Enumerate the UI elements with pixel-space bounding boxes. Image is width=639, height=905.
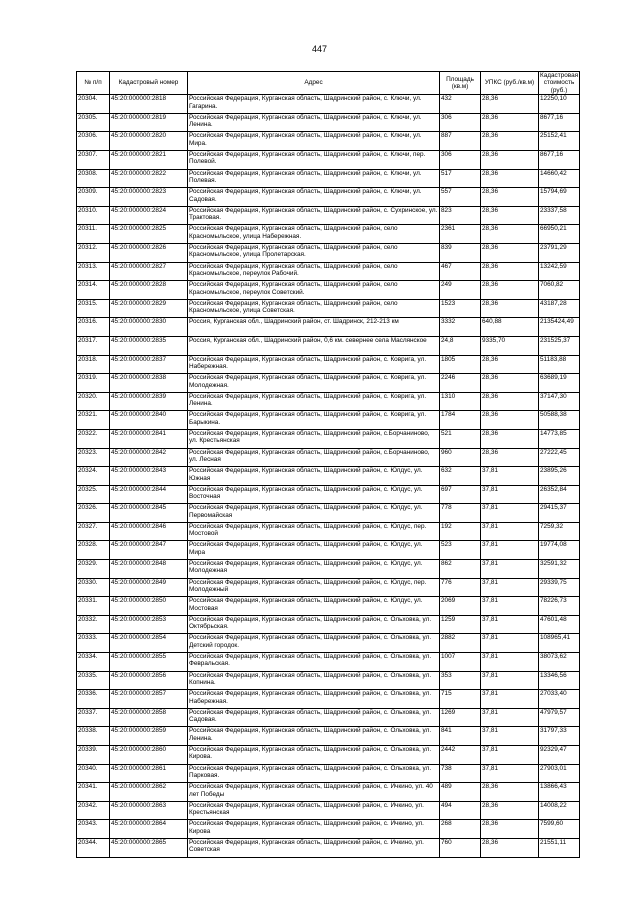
address-cell: Российская Федерация, Курганская область, Шадринский район, село Красномыльское, переулок Рабочий.: [188, 262, 440, 281]
area-cell: 1805: [440, 355, 481, 374]
row-number-cell: 20341.: [77, 783, 110, 802]
area-cell: 3332: [440, 318, 481, 337]
upks-cell: 28,36: [481, 392, 539, 411]
row-number-cell: 20334.: [77, 653, 110, 672]
cadastral-number-cell: 45:20:000000:2838: [110, 374, 188, 393]
cadastral-cost-cell: 92329,47: [539, 746, 580, 765]
table-row: [77, 113, 580, 132]
row-number-cell: 20328.: [77, 541, 110, 560]
table-row: [77, 281, 580, 300]
header-address: Адрес: [188, 72, 440, 95]
cadastral-cost-cell: 21551,11: [539, 838, 580, 857]
row-number-cell: 20311.: [77, 225, 110, 244]
upks-cell: 37,81: [481, 653, 539, 672]
address-cell: Российская Федерация, Курганская область, Шадринский район, с. Юлдус, пер. Молодежный: [188, 578, 440, 597]
table-body: [77, 95, 580, 857]
cadastral-number-cell: 45:20:000000:2847: [110, 541, 188, 560]
row-number-cell: 20312.: [77, 243, 110, 262]
address-cell: Российская Федерация, Курганская область, Шадринский район, с. Ичкино, ул. Советская: [188, 838, 440, 857]
row-number-cell: 20323.: [77, 448, 110, 467]
address-cell: Российская Федерация, Курганская область, Шадринский район, село Красномыльское, переулок Советский.: [188, 281, 440, 300]
upks-cell: 37,81: [481, 671, 539, 690]
upks-cell: 37,81: [481, 708, 539, 727]
cadastral-number-cell: 45:20:000000:2842: [110, 448, 188, 467]
area-cell: 2246: [440, 374, 481, 393]
cadastral-number-cell: 45:20:000000:2846: [110, 522, 188, 541]
area-cell: 823: [440, 206, 481, 225]
address-cell: Российская Федерация, Курганская область, Шадринский район, с. Ключи, ул. Мира.: [188, 132, 440, 151]
address-cell: Российская Федерация, Курганская область, Шадринский район, с. Юлдус, ул. Мира: [188, 541, 440, 560]
cadastral-cost-cell: 7259,32: [539, 522, 580, 541]
cadastral-cost-cell: 27222,45: [539, 448, 580, 467]
cadastral-cost-cell: 13346,56: [539, 671, 580, 690]
table-row: [77, 132, 580, 151]
area-cell: 1269: [440, 708, 481, 727]
row-number-cell: 20338.: [77, 727, 110, 746]
upks-cell: 37,81: [481, 504, 539, 523]
cadastral-number-cell: 45:20:000000:2860: [110, 746, 188, 765]
cadastral-number-cell: 45:20:000000:2858: [110, 708, 188, 727]
cadastral-cost-cell: 51183,88: [539, 355, 580, 374]
address-cell: Российская Федерация, Курганская область, Шадринский район, с. Ключи, ул. Полевая.: [188, 169, 440, 188]
upks-cell: 640,88: [481, 318, 539, 337]
table-row: [77, 764, 580, 783]
cadastral-registry-table: [76, 71, 580, 858]
upks-cell: 28,36: [481, 820, 539, 839]
upks-cell: 28,36: [481, 374, 539, 393]
upks-cell: 37,81: [481, 522, 539, 541]
cadastral-cost-cell: 27033,40: [539, 690, 580, 709]
header-num: № п/п: [77, 72, 110, 95]
cadastral-number-cell: 45:20:000000:2865: [110, 838, 188, 857]
row-number-cell: 20318.: [77, 355, 110, 374]
cadastral-cost-cell: 8677,16: [539, 151, 580, 170]
table-row: [77, 318, 580, 337]
address-cell: Российская Федерация, Курганская область, Шадринский район, с. Коврига, ул. Барыкина.: [188, 411, 440, 430]
header-cadastral-number: Кадастровый номер: [110, 72, 188, 95]
area-cell: 2442: [440, 746, 481, 765]
area-cell: 24,8: [440, 336, 481, 355]
cadastral-cost-cell: 23337,58: [539, 206, 580, 225]
address-cell: Российская Федерация, Курганская область, Шадринский район, с. Юлдус, ул. Восточная: [188, 485, 440, 504]
cadastral-number-cell: 45:20:000000:2821: [110, 151, 188, 170]
cadastral-number-cell: 45:20:000000:2849: [110, 578, 188, 597]
address-cell: Российская Федерация, Курганская область, Шадринский район, с. Ольховка, ул. Садовая.: [188, 708, 440, 727]
table-row: [77, 597, 580, 616]
row-number-cell: 20320.: [77, 392, 110, 411]
area-cell: 1310: [440, 392, 481, 411]
cadastral-cost-cell: 32591,32: [539, 560, 580, 579]
address-cell: Российская Федерация, Курганская область, Шадринский район, с. Юлдус, ул. Южная: [188, 467, 440, 486]
area-cell: 715: [440, 690, 481, 709]
address-cell: Российская Федерация, Курганская область, Шадринский район, с. Коврига, ул. Молодежная.: [188, 374, 440, 393]
cadastral-number-cell: 45:20:000000:2855: [110, 653, 188, 672]
area-cell: 353: [440, 671, 481, 690]
cadastral-number-cell: 45:20:000000:2859: [110, 727, 188, 746]
upks-cell: 37,81: [481, 615, 539, 634]
row-number-cell: 20310.: [77, 206, 110, 225]
upks-cell: 37,81: [481, 764, 539, 783]
address-cell: Российская Федерация, Курганская область, Шадринский район, с. Ольховка, ул. Парковая.: [188, 764, 440, 783]
table-row: [77, 206, 580, 225]
area-cell: 960: [440, 448, 481, 467]
row-number-cell: 20330.: [77, 578, 110, 597]
row-number-cell: 20314.: [77, 281, 110, 300]
row-number-cell: 20306.: [77, 132, 110, 151]
table-row: [77, 560, 580, 579]
address-cell: Российская Федерация, Курганская область, Шадринский район, село Красномыльское, улица Пролетарская.: [188, 243, 440, 262]
upks-cell: 37,81: [481, 541, 539, 560]
area-cell: 517: [440, 169, 481, 188]
table-header-row: [77, 72, 580, 95]
upks-cell: 37,81: [481, 560, 539, 579]
cadastral-cost-cell: 31797,33: [539, 727, 580, 746]
cadastral-cost-cell: 26352,84: [539, 485, 580, 504]
upks-cell: 28,36: [481, 783, 539, 802]
area-cell: 776: [440, 578, 481, 597]
row-number-cell: 20316.: [77, 318, 110, 337]
address-cell: Российская Федерация, Курганская область, Шадринский район, с. Коврига, ул. Ленина.: [188, 392, 440, 411]
table-row: [77, 522, 580, 541]
row-number-cell: 20307.: [77, 151, 110, 170]
table-row: [77, 95, 580, 114]
cadastral-number-cell: 45:20:000000:2854: [110, 634, 188, 653]
table-row: [77, 467, 580, 486]
cadastral-cost-cell: 7060,82: [539, 281, 580, 300]
upks-cell: 28,36: [481, 151, 539, 170]
upks-cell: 37,81: [481, 690, 539, 709]
cadastral-number-cell: 45:20:000000:2825: [110, 225, 188, 244]
row-number-cell: 20343.: [77, 820, 110, 839]
cadastral-cost-cell: 14008,22: [539, 801, 580, 820]
address-cell: Российская Федерация, Курганская область, Шадринский район, с.Борчаниново, ул. Лесная: [188, 448, 440, 467]
table-row: [77, 671, 580, 690]
address-cell: Российская Федерация, Курганская область, Шадринский район, с. Ичкино, ул. Крестьянская: [188, 801, 440, 820]
address-cell: Россия, Курганская обл., Шадринский район, ст. Шадринск, 212-213 км: [188, 318, 440, 337]
cadastral-number-cell: 45:20:000000:2839: [110, 392, 188, 411]
cadastral-number-cell: 45:20:000000:2824: [110, 206, 188, 225]
address-cell: Российская Федерация, Курганская область, Шадринский район, с. Коврига, ул. Набережная.: [188, 355, 440, 374]
area-cell: 2882: [440, 634, 481, 653]
table-row: [77, 653, 580, 672]
table-row: [77, 429, 580, 448]
cadastral-number-cell: 45:20:000000:2837: [110, 355, 188, 374]
upks-cell: 28,36: [481, 355, 539, 374]
upks-cell: 28,36: [481, 299, 539, 318]
area-cell: 489: [440, 783, 481, 802]
area-cell: 2361: [440, 225, 481, 244]
cadastral-number-cell: 45:20:000000:2818: [110, 95, 188, 114]
row-number-cell: 20313.: [77, 262, 110, 281]
table-row: [77, 485, 580, 504]
upks-cell: 9335,70: [481, 336, 539, 355]
cadastral-cost-cell: 23895,26: [539, 467, 580, 486]
upks-cell: 37,81: [481, 634, 539, 653]
cadastral-cost-cell: 38073,62: [539, 653, 580, 672]
row-number-cell: 20329.: [77, 560, 110, 579]
area-cell: 306: [440, 151, 481, 170]
table-row: [77, 746, 580, 765]
cadastral-cost-cell: 25152,41: [539, 132, 580, 151]
row-number-cell: 20315.: [77, 299, 110, 318]
address-cell: Российская Федерация, Курганская область, Шадринский район, с. Юлдус, пер. Мостовой: [188, 522, 440, 541]
cadastral-number-cell: 45:20:000000:2861: [110, 764, 188, 783]
cadastral-cost-cell: 108965,41: [539, 634, 580, 653]
upks-cell: 28,36: [481, 262, 539, 281]
area-cell: 760: [440, 838, 481, 857]
cadastral-number-cell: 45:20:000000:2835: [110, 336, 188, 355]
cadastral-number-cell: 45:20:000000:2845: [110, 504, 188, 523]
cadastral-number-cell: 45:20:000000:2850: [110, 597, 188, 616]
cadastral-cost-cell: 43187,28: [539, 299, 580, 318]
cadastral-cost-cell: 29339,75: [539, 578, 580, 597]
upks-cell: 37,81: [481, 597, 539, 616]
upks-cell: 28,36: [481, 429, 539, 448]
table-row: [77, 820, 580, 839]
address-cell: Российская Федерация, Курганская область, Шадринский район, село Красномыльское, улица Советская.: [188, 299, 440, 318]
area-cell: 268: [440, 820, 481, 839]
upks-cell: 28,36: [481, 448, 539, 467]
upks-cell: 28,36: [481, 188, 539, 207]
page-number: 447: [311, 44, 328, 54]
cadastral-number-cell: 45:20:000000:2826: [110, 243, 188, 262]
address-cell: Российская Федерация, Курганская область, Шадринский район, с. Ключи, ул. Садовая.: [188, 188, 440, 207]
row-number-cell: 20344.: [77, 838, 110, 857]
upks-cell: 37,81: [481, 485, 539, 504]
upks-cell: 37,81: [481, 467, 539, 486]
cadastral-number-cell: 45:20:000000:2863: [110, 801, 188, 820]
table-row: [77, 336, 580, 355]
table-row: [77, 392, 580, 411]
table-row: [77, 690, 580, 709]
address-cell: Российская Федерация, Курганская область, Шадринский район, с. Ольховка, ул. Ленина.: [188, 727, 440, 746]
cadastral-cost-cell: 47601,48: [539, 615, 580, 634]
area-cell: 738: [440, 764, 481, 783]
row-number-cell: 20331.: [77, 597, 110, 616]
area-cell: 1784: [440, 411, 481, 430]
address-cell: Россия, Курганская обл., Шадринский район, 0,6 км. севернее села Маслянское: [188, 336, 440, 355]
area-cell: 432: [440, 95, 481, 114]
area-cell: 697: [440, 485, 481, 504]
upks-cell: 28,36: [481, 225, 539, 244]
upks-cell: 28,36: [481, 801, 539, 820]
cadastral-cost-cell: 7599,60: [539, 820, 580, 839]
row-number-cell: 20337.: [77, 708, 110, 727]
address-cell: Российская Федерация, Курганская область, Шадринский район, с.Борчаниново, ул. Крестьянская: [188, 429, 440, 448]
area-cell: 306: [440, 113, 481, 132]
cadastral-cost-cell: 23791,29: [539, 243, 580, 262]
row-number-cell: 20342.: [77, 801, 110, 820]
upks-cell: 28,36: [481, 169, 539, 188]
cadastral-cost-cell: 29415,37: [539, 504, 580, 523]
address-cell: Российская Федерация, Курганская область, Шадринский район, с. Ольховка, ул. Набережная.: [188, 690, 440, 709]
cadastral-cost-cell: 66950,21: [539, 225, 580, 244]
cadastral-number-cell: 45:20:000000:2853: [110, 615, 188, 634]
row-number-cell: 20340.: [77, 764, 110, 783]
cadastral-number-cell: 45:20:000000:2828: [110, 281, 188, 300]
row-number-cell: 20327.: [77, 522, 110, 541]
header-area: Площадь (кв.м): [440, 72, 481, 95]
cadastral-number-cell: 45:20:000000:2843: [110, 467, 188, 486]
area-cell: 467: [440, 262, 481, 281]
row-number-cell: 20304.: [77, 95, 110, 114]
area-cell: 632: [440, 467, 481, 486]
table-row: [77, 615, 580, 634]
cadastral-cost-cell: 37147,30: [539, 392, 580, 411]
row-number-cell: 20333.: [77, 634, 110, 653]
area-cell: 862: [440, 560, 481, 579]
row-number-cell: 20324.: [77, 467, 110, 486]
cadastral-cost-cell: 231525,37: [539, 336, 580, 355]
address-cell: Российская Федерация, Курганская область, Шадринский район, село Красномыльское, улица Набережная.: [188, 225, 440, 244]
address-cell: Российская Федерация, Курганская область, Шадринский район, с. Ольховка, ул. Октябрьская.: [188, 615, 440, 634]
upks-cell: 37,81: [481, 746, 539, 765]
cadastral-cost-cell: 19774,08: [539, 541, 580, 560]
upks-cell: 28,36: [481, 206, 539, 225]
address-cell: Российская Федерация, Курганская область, Шадринский район, с. Ольховка, ул. Февральская.: [188, 653, 440, 672]
address-cell: Российская Федерация, Курганская область, Шадринский район, с. Ичкино, ул. Кирова: [188, 820, 440, 839]
header-cadastral-cost: Кадастровая стоимость (руб.): [540, 72, 579, 94]
area-cell: 557: [440, 188, 481, 207]
upks-cell: 28,36: [481, 132, 539, 151]
cadastral-number-cell: 45:20:000000:2829: [110, 299, 188, 318]
cadastral-cost-cell: 50588,38: [539, 411, 580, 430]
cadastral-number-cell: 45:20:000000:2823: [110, 188, 188, 207]
address-cell: Российская Федерация, Курганская область, Шадринский район, с. Ключи, ул. Ленина.: [188, 113, 440, 132]
cadastral-number-cell: 45:20:000000:2822: [110, 169, 188, 188]
row-number-cell: 20322.: [77, 429, 110, 448]
cadastral-number-cell: 45:20:000000:2848: [110, 560, 188, 579]
cadastral-number-cell: 45:20:000000:2864: [110, 820, 188, 839]
row-number-cell: 20335.: [77, 671, 110, 690]
address-cell: Российская Федерация, Курганская область, Шадринский район, с. Юлдус, ул. Мостовая: [188, 597, 440, 616]
cadastral-number-cell: 45:20:000000:2820: [110, 132, 188, 151]
upks-cell: 28,36: [481, 113, 539, 132]
table-row: [77, 262, 580, 281]
area-cell: 778: [440, 504, 481, 523]
cadastral-cost-cell: 14773,85: [539, 429, 580, 448]
address-cell: Российская Федерация, Курганская область, Шадринский район, с. Сухринское, ул. Трактовая.: [188, 206, 440, 225]
row-number-cell: 20317.: [77, 336, 110, 355]
area-cell: 1259: [440, 615, 481, 634]
area-cell: 249: [440, 281, 481, 300]
cadastral-cost-cell: 78226,73: [539, 597, 580, 616]
table-row: [77, 225, 580, 244]
row-number-cell: 20336.: [77, 690, 110, 709]
area-cell: 841: [440, 727, 481, 746]
cadastral-cost-cell: 63689,19: [539, 374, 580, 393]
cadastral-number-cell: 45:20:000000:2844: [110, 485, 188, 504]
table-row: [77, 727, 580, 746]
table-row: [77, 801, 580, 820]
address-cell: Российская Федерация, Курганская область, Шадринский район, с. Ичкино, ул. 40 лет Победы: [188, 783, 440, 802]
upks-cell: 37,81: [481, 727, 539, 746]
cadastral-cost-cell: 12250,10: [539, 95, 580, 114]
table-row: [77, 708, 580, 727]
area-cell: 523: [440, 541, 481, 560]
cadastral-number-cell: 45:20:000000:2840: [110, 411, 188, 430]
row-number-cell: 20308.: [77, 169, 110, 188]
cadastral-cost-cell: 13866,43: [539, 783, 580, 802]
area-cell: 2069: [440, 597, 481, 616]
table-row: [77, 299, 580, 318]
upks-cell: 28,36: [481, 411, 539, 430]
cadastral-cost-cell: 15794,69: [539, 188, 580, 207]
area-cell: 192: [440, 522, 481, 541]
address-cell: Российская Федерация, Курганская область, Шадринский район, с. Ключи, пер. Полевой.: [188, 151, 440, 170]
row-number-cell: 20339.: [77, 746, 110, 765]
table-row: [77, 374, 580, 393]
area-cell: 1523: [440, 299, 481, 318]
row-number-cell: 20319.: [77, 374, 110, 393]
table-row: [77, 188, 580, 207]
cadastral-number-cell: 45:20:000000:2857: [110, 690, 188, 709]
upks-cell: 28,36: [481, 281, 539, 300]
cadastral-cost-cell: 14660,42: [539, 169, 580, 188]
cadastral-cost-cell: 2135424,49: [539, 318, 580, 337]
cadastral-number-cell: 45:20:000000:2841: [110, 429, 188, 448]
table-row: [77, 448, 580, 467]
cadastral-cost-cell: 47979,57: [539, 708, 580, 727]
table-row: [77, 169, 580, 188]
row-number-cell: 20326.: [77, 504, 110, 523]
table-row: [77, 783, 580, 802]
cadastral-cost-cell: 8677,16: [539, 113, 580, 132]
table-row: [77, 355, 580, 374]
upks-cell: 37,81: [481, 578, 539, 597]
area-cell: 839: [440, 243, 481, 262]
address-cell: Российская Федерация, Курганская область, Шадринский район, с. Ольховка, ул. Детский городок.: [188, 634, 440, 653]
cadastral-number-cell: 45:20:000000:2827: [110, 262, 188, 281]
cadastral-number-cell: 45:20:000000:2856: [110, 671, 188, 690]
table-row: [77, 151, 580, 170]
cadastral-number-cell: 45:20:000000:2819: [110, 113, 188, 132]
address-cell: Российская Федерация, Курганская область, Шадринский район, с. Ольховка, ул. Копнина.: [188, 671, 440, 690]
address-cell: Российская Федерация, Курганская область, Шадринский район, с. Ключи, ул. Гагарина.: [188, 95, 440, 114]
header-upks: УПКС (руб./кв.м): [481, 72, 539, 95]
area-cell: 887: [440, 132, 481, 151]
table-row: [77, 504, 580, 523]
table-row: [77, 411, 580, 430]
upks-cell: 28,36: [481, 95, 539, 114]
table-row: [77, 243, 580, 262]
cadastral-number-cell: 45:20:000000:2830: [110, 318, 188, 337]
row-number-cell: 20332.: [77, 615, 110, 634]
table-row: [77, 541, 580, 560]
row-number-cell: 20321.: [77, 411, 110, 430]
table-row: [77, 634, 580, 653]
row-number-cell: 20305.: [77, 113, 110, 132]
cadastral-number-cell: 45:20:000000:2862: [110, 783, 188, 802]
table-row: [77, 578, 580, 597]
table-row: [77, 838, 580, 857]
upks-cell: 28,36: [481, 838, 539, 857]
address-cell: Российская Федерация, Курганская область, Шадринский район, с. Юлдус, ул. Первомайская: [188, 504, 440, 523]
cadastral-cost-cell: 13242,59: [539, 262, 580, 281]
area-cell: 521: [440, 429, 481, 448]
address-cell: Российская Федерация, Курганская область, Шадринский район, с. Юлдус, ул. Молодежная: [188, 560, 440, 579]
area-cell: 1007: [440, 653, 481, 672]
row-number-cell: 20309.: [77, 188, 110, 207]
area-cell: 494: [440, 801, 481, 820]
cadastral-cost-cell: 27903,01: [539, 764, 580, 783]
address-cell: Российская Федерация, Курганская область, Шадринский район, с. Ольховка, ул. Кирова.: [188, 746, 440, 765]
row-number-cell: 20325.: [77, 485, 110, 504]
upks-cell: 28,36: [481, 243, 539, 262]
